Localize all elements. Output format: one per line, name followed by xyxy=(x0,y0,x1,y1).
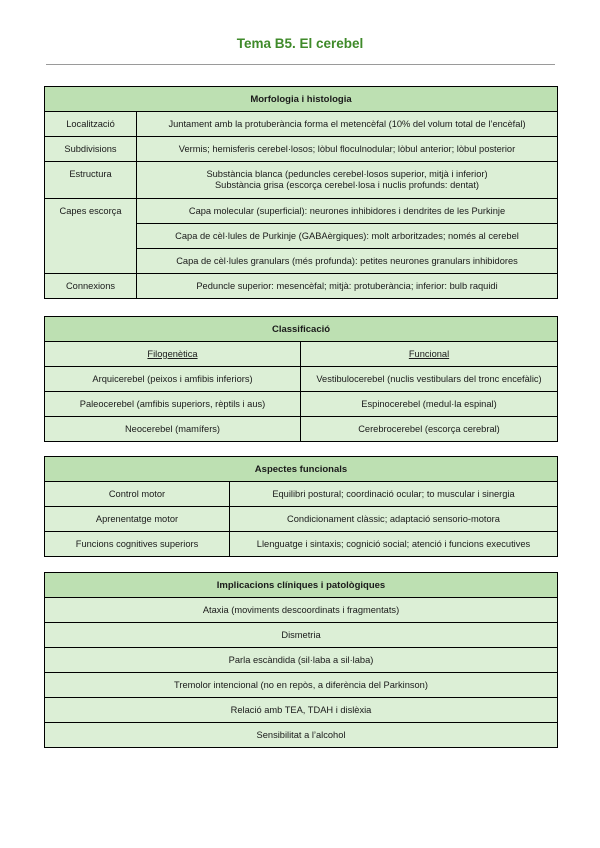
row-label: Funcions cognitives superiors xyxy=(45,532,230,557)
row-value: Juntament amb la protuberància forma el metencèfal (10% del volum total de l’encèfal) xyxy=(137,112,558,137)
classificacio-table xyxy=(44,316,558,442)
implicacions-table xyxy=(44,572,558,748)
funcionals-header: Aspectes funcionals xyxy=(45,457,558,482)
row-label: Localització xyxy=(45,112,137,137)
table-row xyxy=(45,507,558,532)
estructura-line: Substància blanca (peduncles cerebel·losos superior, mitjà i inferior) xyxy=(206,169,488,179)
table-row xyxy=(45,199,558,224)
table-row xyxy=(45,342,558,367)
page-title: Tema B5. El cerebel xyxy=(236,36,364,51)
row-label: Subdivisions xyxy=(45,137,137,162)
table-row xyxy=(45,648,558,673)
row-value: Vestibulocerebel (nuclis vestibulars del tronc encefàlic) xyxy=(301,367,558,392)
row-label: Control motor xyxy=(45,482,230,507)
row-value: Condicionament clàssic; adaptació sensorio-motora xyxy=(230,507,558,532)
row-value: Ataxia (moviments descoordinats i fragmentats) xyxy=(45,598,558,623)
row-value: Dismetria xyxy=(45,623,558,648)
row-value: Parla escàndida (sil·laba a sil·laba) xyxy=(45,648,558,673)
row-value: Paleocerebel (amfibis superiors, rèptils i aus) xyxy=(45,392,301,417)
estructura-line: Substància grisa (escorça cerebel·losa i nuclis profunds: dentat) xyxy=(214,180,480,190)
column-header-funcional: Funcional xyxy=(301,342,558,367)
row-value: Relació amb TEA, TDAH i dislèxia xyxy=(45,698,558,723)
classificacio-header: Classificació xyxy=(45,317,558,342)
row-label: Capes escorça xyxy=(45,199,137,274)
row-value: Capa molecular (superficial): neurones inhibidores i dendrites de les Purkinje xyxy=(137,199,558,224)
table-row xyxy=(45,112,558,137)
row-value: Llenguatge i sintaxis; cognició social; atenció i funcions executives xyxy=(230,532,558,557)
column-header-filogenetica: Filogenètica xyxy=(45,342,301,367)
implicacions-header: Implicacions clíniques i patològiques xyxy=(45,573,558,598)
row-value: Equilibri postural; coordinació ocular; to muscular i sinergia xyxy=(230,482,558,507)
table-row xyxy=(45,598,558,623)
table-row xyxy=(45,162,558,199)
morfologia-header: Morfologia i histologia xyxy=(45,87,558,112)
row-value: Arquicerebel (peixos i amfibis inferiors) xyxy=(45,367,301,392)
row-value: Sensibilitat a l’alcohol xyxy=(45,723,558,748)
row-value: Tremolor intencional (no en repòs, a diferència del Parkinson) xyxy=(45,673,558,698)
row-value: Capa de cèl·lules granulars (més profunda): petites neurones granulars inhibidores xyxy=(137,249,558,274)
table-row xyxy=(45,274,558,299)
row-value: Capa de cèl·lules de Purkinje (GABAèrgiques): molt arboritzades; només al cerebel xyxy=(137,224,558,249)
row-value: Vermis; hemisferis cerebel·losos; lòbul floculnodular; lòbul anterior; lòbul posterior xyxy=(137,137,558,162)
table-row xyxy=(45,532,558,557)
table-row xyxy=(45,482,558,507)
table-row xyxy=(45,137,558,162)
table-row xyxy=(45,623,558,648)
table-row xyxy=(45,723,558,748)
table-row xyxy=(45,417,558,442)
morfologia-table xyxy=(44,86,558,299)
row-value: Peduncle superior: mesencèfal; mitjà: protuberància; inferior: bulb raquidi xyxy=(137,274,558,299)
row-value: Cerebrocerebel (escorça cerebral) xyxy=(301,417,558,442)
table-row xyxy=(45,392,558,417)
row-value: Neocerebel (mamífers) xyxy=(45,417,301,442)
row-value xyxy=(137,162,558,199)
row-label: Aprenentatge motor xyxy=(45,507,230,532)
table-row xyxy=(45,673,558,698)
row-label: Connexions xyxy=(45,274,137,299)
table-row xyxy=(45,698,558,723)
row-value: Espinocerebel (medul·la espinal) xyxy=(301,392,558,417)
table-row xyxy=(45,367,558,392)
row-label: Estructura xyxy=(45,162,137,199)
funcionals-table xyxy=(44,456,558,557)
title-divider xyxy=(46,64,555,65)
